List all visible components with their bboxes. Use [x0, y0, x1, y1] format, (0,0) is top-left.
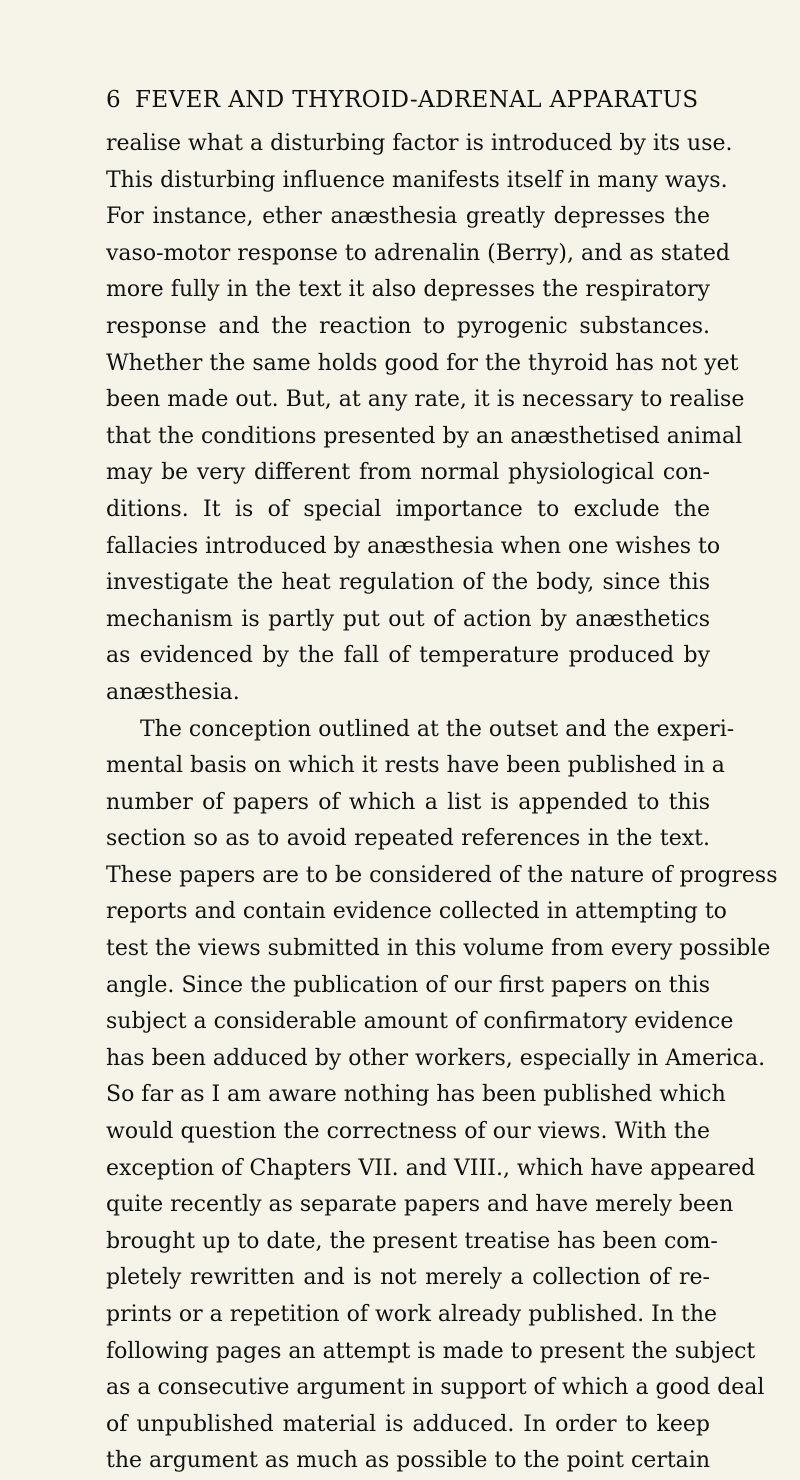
text-line: The conception outlined at the outset and the experi-: [140, 716, 735, 742]
text-line: mental basis on which it rests have been published in a: [106, 753, 725, 779]
text-line: would question the correctness of our views. With the: [106, 1119, 710, 1145]
text-line: response and the reaction to pyrogenic substances.: [106, 313, 710, 339]
text-line: may be very different from normal physiological con-: [106, 460, 710, 486]
text-line: investigate the heat regulation of the body, since this: [106, 570, 710, 596]
text-line: test the views submitted in this volume from every possible: [106, 936, 771, 962]
text-line: more fully in the text it also depresses the respiratory: [106, 277, 710, 303]
paragraph-2: [106, 712, 778, 1480]
text-line: subject a considerable amount of confirmatory evidence: [106, 1009, 734, 1035]
text-line: has been adduced by other workers, especially in America.: [106, 1045, 766, 1071]
text-line: prints or a repetition of work already published. In the: [106, 1302, 718, 1327]
text-line: exception of Chapters VII. and VIII., which have appeared: [106, 1155, 756, 1181]
running-head: [106, 86, 710, 114]
page-number: 6: [106, 87, 122, 113]
text-line: pletely rewritten and is not merely a collection of re-: [106, 1265, 710, 1291]
text-line: fallacies introduced by anæsthesia when one wishes to: [106, 533, 721, 559]
text-line: vaso-motor response to adrenalin (Berry), and as stated: [106, 240, 730, 266]
text-line: as a consecutive argument in support of which a good deal: [106, 1375, 765, 1401]
text-line: reports and contain evidence collected in attempting to: [106, 899, 727, 925]
text-line: These papers are to be considered of the nature of progress: [106, 862, 778, 888]
text-line: Whether the same holds good for the thyroid has not yet: [106, 350, 739, 376]
text-line: the argument as much as possible to the point certain: [106, 1448, 710, 1474]
text-line: realise what a disturbing factor is introduced by its use.: [106, 131, 733, 156]
text-line: mechanism is partly put out of action by anæsthetics: [106, 606, 710, 632]
text-line: following pages an attempt is made to present the subject: [106, 1338, 756, 1364]
text-line: This disturbing influence manifests itself in many ways.: [106, 167, 728, 193]
text-line: quite recently as separate papers and have merely been: [106, 1192, 734, 1218]
text-line: number of papers of which a list is appended to this: [106, 789, 710, 815]
running-title: FEVER AND THYROID-ADRENAL APPARATUS: [135, 87, 699, 113]
paragraph-1: [106, 126, 745, 712]
text-line: brought up to date, the present treatise has been com-: [106, 1228, 718, 1254]
text-line: So far as I am aware nothing has been published which: [106, 1082, 726, 1108]
text-line: section so as to avoid repeated references in the text.: [106, 826, 710, 852]
body-text: [106, 126, 778, 1480]
text-line: For instance, ether anæsthesia greatly depresses the: [106, 204, 710, 230]
text-line: anæsthesia.: [106, 679, 240, 705]
text-line: that the conditions presented by an anæsthetised animal: [106, 423, 743, 449]
text-line: angle. Since the publication of our first papers on this: [106, 972, 710, 998]
text-line: as evidenced by the fall of temperature produced by: [106, 643, 710, 669]
text-line: of unpublished material is adduced. In order to keep: [106, 1411, 710, 1437]
text-line: been made out. But, at any rate, it is necessary to realise: [106, 387, 745, 413]
text-line: ditions. It is of special importance to exclude the: [106, 496, 710, 522]
